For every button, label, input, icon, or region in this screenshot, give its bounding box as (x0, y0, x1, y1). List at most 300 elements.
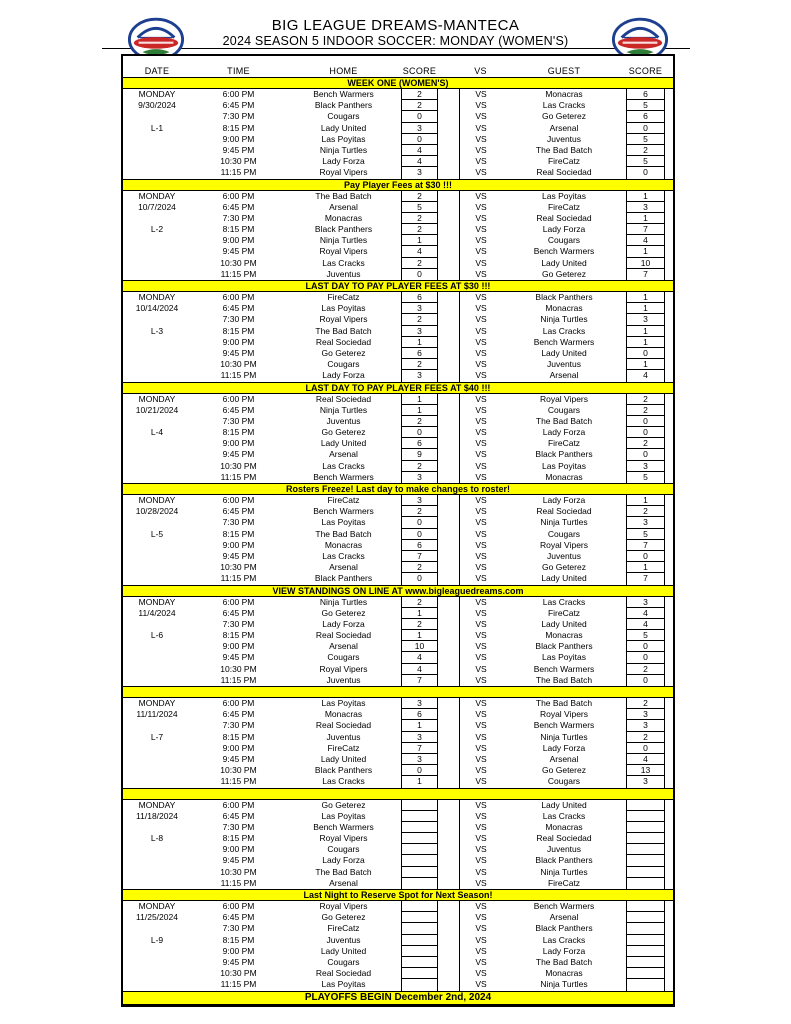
game-date-cell: MONDAY (138, 596, 176, 607)
vs-label: VS (459, 720, 502, 731)
game-time: 8:15 PM (222, 731, 255, 742)
guest-team: Cougars (547, 776, 581, 787)
guest-score: 3 (626, 517, 665, 528)
home-score: 3 (401, 303, 438, 314)
game-time: 10:30 PM (220, 156, 257, 167)
game-time: 10:30 PM (220, 359, 257, 370)
game-time: 6:00 PM (222, 393, 255, 404)
vs-label: VS (459, 269, 502, 280)
row-right-pad (665, 517, 673, 528)
home-score: 0 (401, 517, 438, 528)
guest-team: Bench Warmers (533, 246, 595, 257)
game-row (123, 246, 673, 257)
game-date-cell (123, 855, 191, 866)
schedule-table (121, 54, 675, 1007)
game-row (123, 765, 673, 776)
home-score: 2 (401, 562, 438, 573)
game-time: 7:30 PM (222, 517, 255, 528)
guest-score: 1 (626, 495, 665, 506)
game-row (123, 652, 673, 663)
game-time: 10:30 PM (220, 460, 257, 471)
vs-label: VS (459, 111, 502, 122)
game-date-cell: MONDAY (138, 393, 176, 404)
vs-label: VS (459, 292, 502, 303)
row-right-pad (665, 608, 673, 619)
game-time: 9:45 PM (222, 246, 255, 257)
score-vs-gap (438, 167, 459, 178)
week-block (123, 77, 673, 179)
row-right-pad (665, 855, 673, 866)
game-date-cell (123, 765, 191, 776)
row-right-pad (665, 968, 673, 979)
week-block (123, 686, 673, 788)
game-time: 6:00 PM (222, 190, 255, 201)
game-date-cell: L-9 (150, 934, 164, 945)
row-right-pad (665, 100, 673, 111)
home-score (401, 822, 438, 833)
game-row (123, 314, 673, 325)
guest-score (626, 844, 665, 855)
home-team: FireCatz (327, 495, 360, 505)
game-date-cell (123, 968, 191, 979)
home-score: 6 (401, 709, 438, 720)
home-team: Go Geterez (321, 607, 366, 618)
guest-score: 5 (626, 156, 665, 167)
game-time: 7:30 PM (222, 923, 255, 934)
game-time: 7:30 PM (222, 821, 255, 832)
vs-label: VS (459, 597, 502, 608)
game-date-cell: 11/11/2024 (136, 709, 178, 720)
game-date-cell (123, 517, 191, 528)
table-top-spacer (123, 56, 673, 64)
home-team: Cougars (327, 359, 360, 370)
game-date-cell: L-3 (150, 325, 164, 336)
score-vs-gap (438, 292, 459, 303)
vs-label: VS (459, 191, 502, 202)
guest-team: Black Panthers (535, 855, 593, 866)
game-date-cell (123, 472, 191, 483)
home-team: Black Panthers (314, 224, 373, 235)
home-team: FireCatz (327, 742, 360, 753)
vs-label: VS (459, 540, 502, 551)
vs-label: VS (459, 562, 502, 573)
game-row (123, 506, 673, 517)
vs-label: VS (459, 517, 502, 528)
vs-label: VS (459, 134, 502, 145)
game-row (123, 597, 673, 608)
score-vs-gap (438, 314, 459, 325)
game-date-cell (123, 652, 191, 663)
home-team: Juventus (326, 934, 361, 945)
score-vs-gap (438, 506, 459, 517)
home-score: 7 (401, 551, 438, 562)
guest-team: Lady Forza (542, 742, 586, 753)
game-date-cell (123, 844, 191, 855)
home-score: 4 (401, 246, 438, 257)
vs-label: VS (459, 776, 502, 787)
home-team: Lady Forza (322, 370, 365, 381)
game-row (123, 720, 673, 731)
score-vs-gap (438, 111, 459, 122)
guest-team: Bench Warmers (533, 720, 595, 731)
guest-score (626, 811, 665, 822)
home-team: Lady United (320, 945, 367, 956)
score-vs-gap (438, 89, 459, 100)
row-right-pad (665, 867, 673, 878)
row-right-pad (665, 449, 673, 460)
score-vs-gap (438, 630, 459, 641)
vs-label: VS (459, 529, 502, 540)
guest-team: Black Panthers (535, 292, 593, 302)
game-row (123, 394, 673, 405)
score-vs-gap (438, 202, 459, 213)
game-row (123, 540, 673, 551)
score-vs-gap (438, 269, 459, 280)
score-vs-gap (438, 855, 459, 866)
guest-team: Ninja Turtles (540, 517, 588, 528)
vs-label: VS (459, 833, 502, 844)
game-date-cell (123, 957, 191, 968)
guest-team: Black Panthers (535, 641, 593, 652)
guest-team: Juventus (546, 359, 582, 370)
game-date-cell: 11/18/2024 (136, 810, 178, 821)
score-vs-gap (438, 822, 459, 833)
game-date-cell: L-7 (150, 731, 164, 742)
game-row (123, 123, 673, 134)
vs-label: VS (459, 652, 502, 663)
game-time: 9:00 PM (222, 133, 255, 144)
vs-label: VS (459, 405, 502, 416)
game-time: 9:45 PM (222, 956, 255, 967)
vs-label: VS (459, 619, 502, 630)
guest-team: FireCatz (547, 156, 581, 167)
game-row (123, 191, 673, 202)
game-date-cell (123, 269, 191, 280)
guest-team: Go Geterez (542, 562, 586, 573)
game-time: 10:30 PM (220, 968, 257, 979)
guest-team: Real Sociedad (536, 506, 592, 517)
game-time: 6:00 PM (222, 799, 255, 810)
game-time: 9:45 PM (222, 753, 255, 764)
row-right-pad (665, 337, 673, 348)
game-time: 10:30 PM (220, 663, 257, 674)
home-team: Las Poyitas (321, 810, 366, 821)
row-right-pad (665, 551, 673, 562)
vs-label: VS (459, 326, 502, 337)
game-row (123, 224, 673, 235)
vs-label: VS (459, 359, 502, 370)
score-vs-gap (438, 370, 459, 381)
game-row (123, 946, 673, 957)
game-date-cell (123, 720, 191, 731)
game-date-cell (123, 754, 191, 765)
game-date-cell: L-5 (150, 528, 164, 539)
row-right-pad (665, 675, 673, 686)
game-time: 11:15 PM (220, 471, 257, 482)
score-vs-gap (438, 123, 459, 134)
row-right-pad (665, 258, 673, 269)
row-right-pad (665, 246, 673, 257)
home-score: 6 (401, 292, 438, 303)
guest-team: Las Cracks (542, 596, 586, 607)
home-team: Royal Vipers (319, 663, 368, 674)
row-right-pad (665, 935, 673, 946)
game-time: 6:45 PM (222, 100, 255, 111)
row-right-pad (665, 743, 673, 754)
guest-score (626, 878, 665, 889)
game-time: 6:00 PM (222, 901, 255, 911)
home-team: The Bad Batch (315, 866, 372, 877)
score-vs-gap (438, 246, 459, 257)
guest-score (626, 867, 665, 878)
column-header-home: HOME (329, 65, 358, 76)
home-team: Las Cracks (322, 257, 365, 268)
score-vs-gap (438, 449, 459, 460)
guest-team: Arsenal (549, 122, 579, 133)
guest-score: 13 (626, 765, 665, 776)
row-right-pad (665, 754, 673, 765)
home-team: Lady Forza (322, 156, 365, 167)
home-team: Cougars (327, 652, 360, 663)
game-date-cell (123, 540, 191, 551)
vs-label: VS (459, 822, 502, 833)
home-team: The Bad Batch (315, 528, 372, 539)
page-subtitle: 2024 SEASON 5 INDOOR SOCCER: MONDAY (WOMEN'S) (222, 34, 569, 48)
vs-label: VS (459, 100, 502, 111)
game-time: 6:45 PM (222, 709, 255, 720)
guest-score (626, 901, 665, 912)
guest-score: 6 (626, 111, 665, 122)
game-time: 11:15 PM (220, 167, 257, 178)
home-score: 0 (401, 765, 438, 776)
home-team: Las Poyitas (321, 979, 366, 990)
home-team: Real Sociedad (315, 630, 372, 641)
guest-score: 2 (626, 438, 665, 449)
game-time: 9:00 PM (222, 539, 255, 550)
game-date-cell (123, 619, 191, 630)
vs-label: VS (459, 314, 502, 325)
home-score: 2 (401, 100, 438, 111)
guest-score (626, 855, 665, 866)
vs-label: VS (459, 608, 502, 619)
row-right-pad (665, 597, 673, 608)
score-vs-gap (438, 946, 459, 957)
home-score (401, 923, 438, 934)
vs-label: VS (459, 968, 502, 979)
row-right-pad (665, 405, 673, 416)
row-right-pad (665, 191, 673, 202)
vs-label: VS (459, 630, 502, 641)
guest-score (626, 946, 665, 957)
week-banner: Last Night to Reserve Spot for Next Season! (123, 889, 673, 901)
score-vs-gap (438, 100, 459, 111)
home-team: Go Geterez (321, 912, 366, 923)
guest-team: Juventus (546, 133, 582, 144)
guest-team: Lady United (541, 799, 587, 810)
game-date-cell (123, 134, 191, 145)
home-team: Arsenal (329, 877, 358, 888)
game-time: 9:00 PM (222, 742, 255, 753)
guest-team: Bench Warmers (533, 663, 595, 674)
guest-score: 7 (626, 540, 665, 551)
vs-label: VS (459, 370, 502, 381)
home-score: 10 (401, 641, 438, 652)
score-vs-gap (438, 709, 459, 720)
game-time: 11:15 PM (220, 268, 257, 279)
home-score: 1 (401, 776, 438, 787)
home-team: Real Sociedad (315, 393, 372, 404)
game-row (123, 754, 673, 765)
vs-label: VS (459, 235, 502, 246)
home-score (401, 912, 438, 923)
vs-label: VS (459, 923, 502, 934)
home-team: Juventus (326, 731, 361, 742)
vs-label: VS (459, 811, 502, 822)
home-score: 2 (401, 359, 438, 370)
game-time: 6:45 PM (222, 607, 255, 618)
guest-team: Lady United (541, 347, 587, 358)
vs-label: VS (459, 551, 502, 562)
guest-team: Juventus (546, 550, 582, 561)
home-score: 4 (401, 145, 438, 156)
guest-score: 7 (626, 269, 665, 280)
guest-team: Monacras (545, 303, 583, 314)
guest-score: 10 (626, 258, 665, 269)
home-score: 0 (401, 529, 438, 540)
home-team: Lady United (320, 438, 367, 449)
row-right-pad (665, 776, 673, 787)
game-date-cell (123, 551, 191, 562)
score-vs-gap (438, 562, 459, 573)
game-date-cell (123, 743, 191, 754)
game-date-cell (123, 946, 191, 957)
home-score (401, 867, 438, 878)
home-score: 0 (401, 134, 438, 145)
guest-team: Lady Forza (542, 224, 586, 235)
home-score (401, 833, 438, 844)
score-vs-gap (438, 359, 459, 370)
guest-team: Arsenal (549, 370, 579, 381)
guest-score: 1 (626, 191, 665, 202)
game-date-cell: 9/30/2024 (138, 100, 176, 111)
week-banner: Rosters Freeze! Last day to make changes to roster! (123, 483, 673, 495)
guest-score: 5 (626, 134, 665, 145)
score-vs-gap (438, 743, 459, 754)
game-row (123, 923, 673, 934)
row-right-pad (665, 326, 673, 337)
week-rows (123, 800, 673, 890)
home-team: Las Poyitas (321, 517, 366, 528)
vs-label: VS (459, 765, 502, 776)
row-right-pad (665, 720, 673, 731)
vs-label: VS (459, 573, 502, 584)
score-vs-gap (438, 800, 459, 811)
guest-team: Lady United (541, 618, 587, 629)
game-time: 8:15 PM (222, 528, 255, 539)
home-score: 2 (401, 619, 438, 630)
home-team: Las Poyitas (321, 698, 366, 708)
score-vs-gap (438, 529, 459, 540)
column-header-vs: VS (474, 65, 487, 76)
row-right-pad (665, 224, 673, 235)
score-vs-gap (438, 664, 459, 675)
home-score (401, 901, 438, 912)
guest-team: Juventus (546, 844, 582, 855)
vs-label: VS (459, 246, 502, 257)
row-right-pad (665, 979, 673, 990)
guest-team: Cougars (547, 528, 581, 539)
home-team: Royal Vipers (319, 246, 368, 257)
game-row (123, 698, 673, 709)
game-time: 8:15 PM (222, 325, 255, 336)
row-right-pad (665, 540, 673, 551)
column-header-guest: GUEST (547, 65, 581, 76)
guest-team: The Bad Batch (535, 144, 593, 155)
score-vs-gap (438, 326, 459, 337)
home-team: Cougars (327, 956, 360, 967)
game-time: 8:15 PM (222, 833, 255, 844)
vs-label: VS (459, 156, 502, 167)
vs-label: VS (459, 946, 502, 957)
game-row (123, 979, 673, 990)
game-time: 6:45 PM (222, 506, 255, 517)
title-underline (102, 48, 690, 49)
vs-label: VS (459, 213, 502, 224)
guest-score: 1 (626, 246, 665, 257)
score-vs-gap (438, 337, 459, 348)
home-team: Las Cracks (322, 460, 365, 471)
guest-score: 1 (626, 359, 665, 370)
home-score: 2 (401, 597, 438, 608)
game-time: 9:45 PM (222, 855, 255, 866)
game-row (123, 449, 673, 460)
game-date-cell: L-4 (150, 427, 164, 438)
vs-label: VS (459, 202, 502, 213)
home-team: Bench Warmers (313, 89, 374, 99)
score-vs-gap (438, 608, 459, 619)
game-date-cell (123, 878, 191, 889)
guest-score: 2 (626, 145, 665, 156)
guest-score: 0 (626, 743, 665, 754)
score-vs-gap (438, 867, 459, 878)
vs-label: VS (459, 664, 502, 675)
week-rows (123, 698, 673, 788)
guest-team: FireCatz (547, 201, 581, 212)
row-right-pad (665, 235, 673, 246)
home-score (401, 968, 438, 979)
home-score: 3 (401, 754, 438, 765)
guest-score: 3 (626, 461, 665, 472)
home-score: 1 (401, 720, 438, 731)
score-vs-gap (438, 517, 459, 528)
home-team: Bench Warmers (313, 821, 374, 832)
game-row (123, 337, 673, 348)
game-row (123, 551, 673, 562)
home-score: 0 (401, 427, 438, 438)
row-right-pad (665, 292, 673, 303)
home-team: Monacras (324, 539, 363, 550)
game-date-cell (123, 314, 191, 325)
game-time: 9:45 PM (222, 449, 255, 460)
row-right-pad (665, 134, 673, 145)
game-row (123, 370, 673, 381)
guest-team: Royal Vipers (539, 709, 589, 720)
guest-team: Lady Forza (542, 427, 586, 438)
column-header-time: TIME (227, 65, 250, 76)
home-score: 3 (401, 123, 438, 134)
game-time: 7:30 PM (222, 720, 255, 731)
row-right-pad (665, 709, 673, 720)
